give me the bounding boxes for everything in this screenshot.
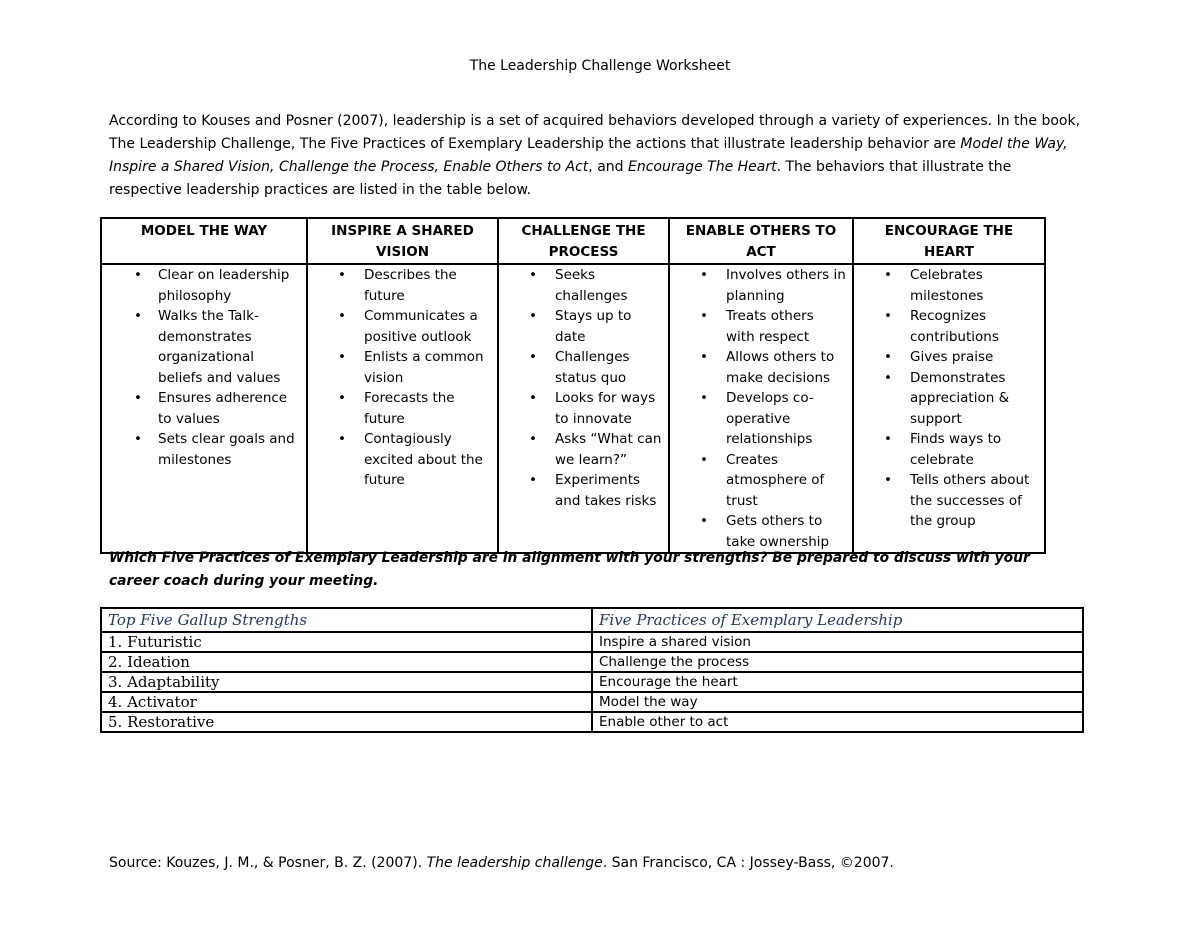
header-exemplary-practices: Five Practices of Exemplary Leadership xyxy=(592,608,1083,632)
header-gallup-strengths: Top Five Gallup Strengths xyxy=(101,608,592,632)
table-row xyxy=(101,672,1083,692)
strength-cell: 3. Adaptability xyxy=(101,672,592,692)
behavior-list xyxy=(670,265,852,552)
list-item: • Clear on leadership philosophy xyxy=(102,265,300,306)
practice-cell: Model the way xyxy=(592,692,1083,712)
list-item: • Finds ways to celebrate xyxy=(854,429,1038,470)
table-row xyxy=(101,692,1083,712)
list-item: • Experiments and takes risks xyxy=(499,470,662,511)
practices-body-row xyxy=(101,264,1045,553)
practice-cell: Inspire a shared vision xyxy=(592,632,1083,652)
reflection-question: Which Five Practices of Exemplary Leadership are in alignment with your strengths? Be prepared to discuss with your career coach during your meeting. xyxy=(109,550,1030,589)
intro-and: , and xyxy=(588,159,628,175)
list-item: • Allows others to make decisions xyxy=(670,347,846,388)
list-item: • Demonstrates appreciation & support xyxy=(854,368,1038,430)
list-item: • Communicates a positive outlook xyxy=(308,306,491,347)
list-item: • Recognizes contributions xyxy=(854,306,1038,347)
table-row xyxy=(101,712,1083,732)
list-item: • Stays up to date xyxy=(499,306,662,347)
page-title: The Leadership Challenge Worksheet xyxy=(469,58,731,74)
practice-cell: Encourage the heart xyxy=(592,672,1083,692)
intro-text-2: . The behaviors that illustrate the respective leadership practices are listed in the table below. xyxy=(109,159,1012,198)
practices-table xyxy=(100,217,1046,554)
strengths-table xyxy=(100,607,1084,733)
column-model-the-way xyxy=(101,264,307,553)
header-model-the-way: MODEL THE WAY xyxy=(101,218,307,264)
citation-prefix: Source: Kouzes, J. M., & Posner, B. Z. (2007). xyxy=(109,855,427,871)
intro-paragraph xyxy=(109,110,1084,202)
intro-practices-italic: Model the Way, Inspire a Shared Vision, Challenge the Process, Enable Others to Act xyxy=(109,136,1068,175)
list-item: • Tells others about the successes of the group xyxy=(854,470,1038,532)
list-item: • Sets clear goals and milestones xyxy=(102,429,300,470)
practices-header-row xyxy=(101,218,1045,264)
list-item: • Challenges status quo xyxy=(499,347,662,388)
practice-cell: Enable other to act xyxy=(592,712,1083,732)
behavior-list xyxy=(854,265,1044,532)
column-challenge-the-process xyxy=(498,264,669,553)
header-challenge-the-process: CHALLENGE THE PROCESS xyxy=(498,218,669,264)
list-item: • Develops co-operative relationships xyxy=(670,388,846,450)
list-item: • Gives praise xyxy=(854,347,1038,368)
source-citation xyxy=(109,853,894,873)
table-row xyxy=(101,632,1083,652)
list-item: • Forecasts the future xyxy=(308,388,491,429)
list-item: • Contagiously excited about the future xyxy=(308,429,491,491)
behavior-list xyxy=(499,265,668,511)
intro-practice-heart: Encourage The Heart xyxy=(628,159,777,175)
list-item: • Creates atmosphere of trust xyxy=(670,450,846,512)
list-item: • Treats others with respect xyxy=(670,306,846,347)
strength-cell: 5. Restorative xyxy=(101,712,592,732)
list-item: • Involves others in planning xyxy=(670,265,846,306)
list-item: • Enlists a common vision xyxy=(308,347,491,388)
list-item: • Describes the future xyxy=(308,265,491,306)
list-item: • Gets others to take ownership xyxy=(670,511,846,552)
list-item: • Walks the Talk- demonstrates organizational beliefs and values xyxy=(102,306,300,388)
list-item: • Ensures adherence to values xyxy=(102,388,300,429)
citation-suffix: . San Francisco, CA : Jossey-Bass, ©2007. xyxy=(602,855,894,871)
header-inspire-shared-vision: INSPIRE A SHARED VISION xyxy=(307,218,498,264)
list-item: • Celebrates milestones xyxy=(854,265,1038,306)
column-inspire-shared-vision xyxy=(307,264,498,553)
citation-book-title: The leadership challenge xyxy=(426,855,603,871)
list-item: • Asks “What can we learn?” xyxy=(499,429,662,470)
strength-cell: 1. Futuristic xyxy=(101,632,592,652)
behavior-list xyxy=(102,265,306,470)
strength-cell: 4. Activator xyxy=(101,692,592,712)
intro-text-1: According to Kouses and Posner (2007), leadership is a set of acquired behaviors developed through a variety of experiences. In the book, The Leadership Challenge, The Five Practices of Exemplary Leadership the actions that illustrate leadership behavior are xyxy=(109,113,1081,152)
table-row xyxy=(101,652,1083,672)
header-encourage-the-heart: ENCOURAGE THE HEART xyxy=(853,218,1045,264)
header-enable-others-to-act: ENABLE OTHERS TO ACT xyxy=(669,218,853,264)
column-encourage-the-heart xyxy=(853,264,1045,553)
practice-cell: Challenge the process xyxy=(592,652,1083,672)
list-item: • Seeks challenges xyxy=(499,265,662,306)
column-enable-others-to-act xyxy=(669,264,853,553)
list-item: • Looks for ways to innovate xyxy=(499,388,662,429)
strengths-header-row xyxy=(101,608,1083,632)
behavior-list xyxy=(308,265,497,491)
strength-cell: 2. Ideation xyxy=(101,652,592,672)
